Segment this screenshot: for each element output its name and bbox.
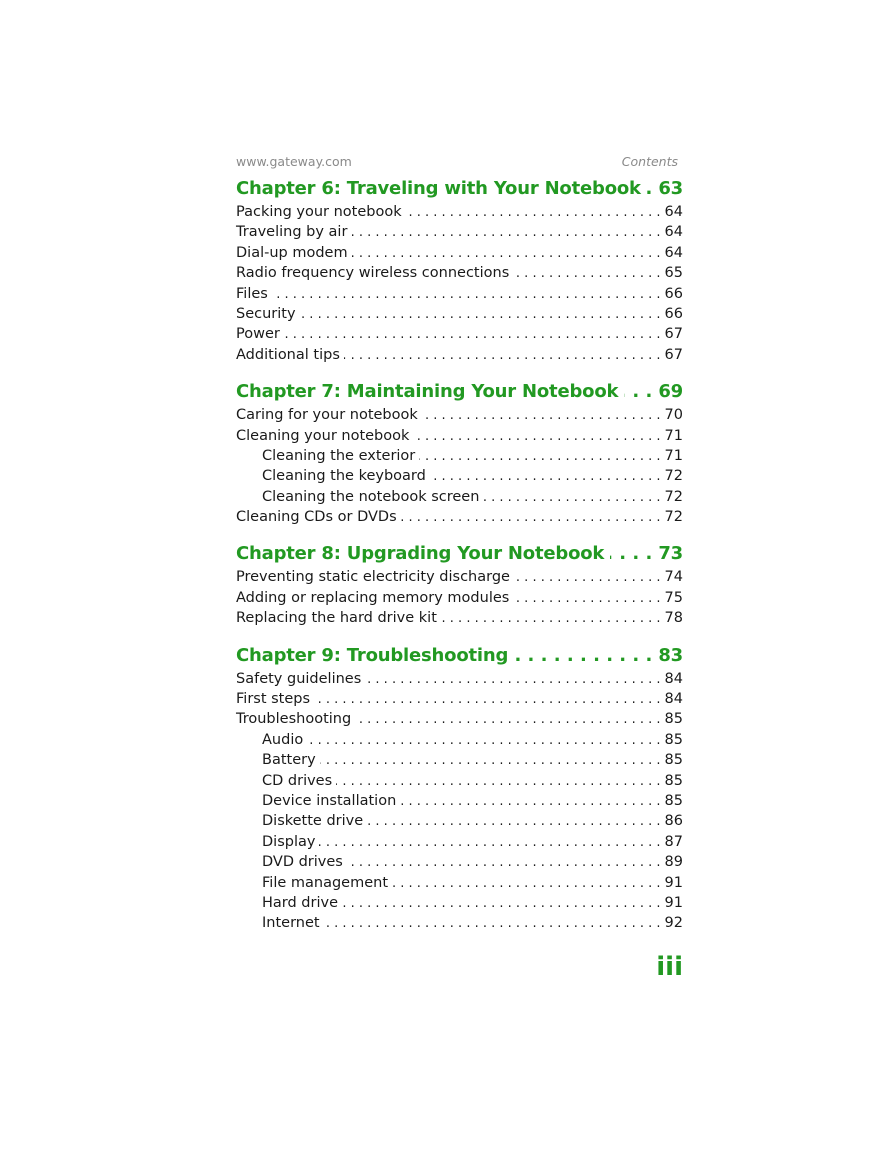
toc-subentry[interactable] [236, 875, 683, 895]
toc-subentry[interactable] [236, 448, 683, 468]
entry-page-number: 72 [664, 509, 683, 526]
chapter-9 [236, 645, 683, 936]
toc-subentry[interactable] [236, 468, 683, 488]
toc-entry[interactable] [236, 286, 683, 306]
entry-title: Power [236, 326, 280, 343]
entry-title: First steps [236, 691, 311, 708]
entry-page-number: 71 [664, 447, 683, 464]
entry-page-number: 64 [664, 204, 683, 220]
dot-leader [514, 570, 661, 585]
dot-leader [342, 896, 661, 911]
chapter-title: Chapter 8: Upgrading Your Notebook [236, 543, 605, 565]
entry-page-number: 66 [664, 285, 683, 302]
toc-subentry[interactable] [236, 915, 683, 935]
header-section-title: Contents [621, 154, 678, 169]
header-site-url: www.gateway.com [236, 154, 352, 169]
toc-entry[interactable] [236, 569, 683, 589]
toc-entry[interactable] [236, 407, 683, 427]
chapter-title: Chapter 7: Maintaining Your Notebook [236, 381, 619, 403]
dot-leader [392, 876, 661, 891]
entry-page-number: 85 [664, 792, 683, 809]
entry-title: Internet [262, 915, 320, 932]
dot-leader [351, 225, 660, 240]
toc-entry[interactable] [236, 671, 683, 691]
entry-page-number: 85 [664, 731, 683, 748]
entry-title: Cleaning CDs or DVDs [236, 509, 397, 526]
toc-entry[interactable] [236, 428, 683, 448]
entry-page-number: 67 [664, 346, 683, 363]
toc-entry[interactable] [236, 204, 683, 224]
entry-page-number: 74 [664, 569, 683, 586]
entry-page-number: 67 [664, 326, 683, 343]
toc-entry[interactable] [236, 610, 683, 630]
toc-entry[interactable] [236, 326, 683, 346]
toc-subentry[interactable] [236, 732, 683, 752]
toc-entry[interactable] [236, 711, 683, 731]
dot-leader [400, 794, 660, 809]
dot-leader [344, 348, 661, 363]
dot-leader [647, 178, 653, 199]
toc-entry[interactable] [236, 224, 683, 244]
dot-leader [347, 855, 661, 870]
entry-title: Cleaning your notebook [236, 427, 410, 444]
entry-page-number: 85 [664, 752, 683, 769]
entry-title: Diskette drive [262, 813, 364, 830]
dot-leader [430, 469, 661, 484]
chapter-heading[interactable] [236, 645, 683, 671]
running-header [236, 154, 678, 172]
dot-leader [610, 543, 652, 564]
entry-title: Additional tips [236, 346, 340, 363]
toc-subentry[interactable] [236, 895, 683, 915]
entry-title: Cleaning the exterior [262, 447, 416, 464]
toc-entry[interactable] [236, 347, 683, 367]
toc-entry[interactable] [236, 691, 683, 711]
entry-page-number: 75 [664, 589, 683, 606]
entry-page-number: 72 [664, 468, 683, 485]
entry-title: Troubleshooting [236, 711, 352, 728]
entry-title: Dial-up modem [236, 244, 348, 261]
entry-title: File management [262, 874, 389, 891]
dot-leader [300, 307, 661, 322]
chapter-page-number: 63 [658, 178, 683, 199]
entry-page-number: 92 [664, 915, 683, 932]
chapter-page-number: 83 [658, 644, 683, 666]
entry-page-number: 89 [664, 854, 683, 871]
chapter-8 [236, 543, 683, 630]
chapter-heading[interactable] [236, 381, 683, 407]
chapter-title: Chapter 9: Troubleshooting [236, 644, 509, 666]
toc-subentry[interactable] [236, 834, 683, 854]
entry-page-number: 66 [664, 305, 683, 322]
entry-title: DVD drives [262, 854, 343, 871]
chapter-7 [236, 381, 683, 529]
entry-page-number: 91 [664, 894, 683, 911]
dot-leader [367, 814, 660, 829]
dot-leader [284, 327, 661, 342]
toc-entry[interactable] [236, 245, 683, 265]
dot-leader [419, 449, 660, 464]
toc-subentry[interactable] [236, 773, 683, 793]
dot-leader [514, 645, 652, 666]
table-of-contents [236, 178, 683, 942]
dot-leader [483, 490, 660, 505]
entry-title: Cleaning the notebook screen [262, 488, 480, 505]
chapter-title: Chapter 6: Traveling with Your Notebook [236, 178, 641, 199]
dot-leader [406, 205, 661, 220]
entry-title: Battery [262, 752, 316, 769]
chapter-6 [236, 178, 683, 367]
chapter-page-number: 69 [658, 381, 683, 403]
toc-subentry[interactable] [236, 793, 683, 813]
dot-leader [401, 510, 661, 525]
dot-leader [422, 408, 661, 423]
toc-entry[interactable] [236, 265, 683, 285]
entry-title: Radio frequency wireless connections [236, 265, 510, 282]
entry-title: Cleaning the keyboard [262, 468, 426, 485]
dot-leader [441, 611, 661, 626]
dot-leader [319, 835, 660, 850]
entry-title: Audio [262, 731, 304, 748]
dot-leader [272, 287, 661, 302]
entry-title: Caring for your notebook [236, 407, 418, 424]
dot-leader [355, 712, 660, 727]
toc-entry[interactable] [236, 590, 683, 610]
entry-title: Security [236, 305, 296, 322]
entry-title: Traveling by air [236, 224, 348, 241]
entry-page-number: 87 [664, 833, 683, 850]
toc-subentry[interactable] [236, 752, 683, 772]
chapter-heading[interactable] [236, 543, 683, 569]
chapter-heading[interactable] [236, 178, 683, 204]
dot-leader [336, 774, 660, 789]
dot-leader [413, 429, 660, 444]
entry-page-number: 78 [664, 610, 683, 627]
toc-entry[interactable] [236, 509, 683, 529]
chapter-page-number: 73 [658, 543, 683, 565]
entry-page-number: 85 [664, 711, 683, 728]
entry-page-number: 71 [664, 427, 683, 444]
entry-page-number: 64 [664, 224, 683, 241]
entry-page-number: 84 [664, 691, 683, 708]
dot-leader [314, 692, 661, 707]
entry-title: Display [262, 833, 316, 850]
entry-title: Safety guidelines [236, 670, 362, 687]
page-number-footer: iii [656, 952, 683, 982]
entry-page-number: 65 [664, 265, 683, 282]
dot-leader [624, 381, 652, 402]
entry-title: Preventing static electricity discharge [236, 569, 510, 586]
entry-title: Files [236, 285, 268, 302]
entry-page-number: 85 [664, 772, 683, 789]
entry-title: Replacing the hard drive kit [236, 610, 437, 627]
entry-title: Hard drive [262, 894, 339, 911]
dot-leader [320, 753, 661, 768]
dot-leader [513, 591, 660, 606]
dot-leader [513, 266, 660, 281]
entry-page-number: 91 [664, 874, 683, 891]
dot-leader [352, 246, 661, 261]
toc-subentry[interactable] [236, 854, 683, 874]
entry-title: Device installation [262, 792, 397, 809]
entry-page-number: 64 [664, 244, 683, 261]
entry-title: Adding or replacing memory modules [236, 589, 510, 606]
toc-subentry[interactable] [236, 813, 683, 833]
dot-leader [365, 672, 660, 687]
entry-title: Packing your notebook [236, 204, 402, 220]
entry-page-number: 72 [664, 488, 683, 505]
entry-title: CD drives [262, 772, 333, 789]
entry-page-number: 84 [664, 670, 683, 687]
toc-entry[interactable] [236, 306, 683, 326]
toc-subentry[interactable] [236, 489, 683, 509]
dot-leader [307, 733, 660, 748]
entry-page-number: 70 [664, 407, 683, 424]
entry-page-number: 86 [664, 813, 683, 830]
dot-leader [324, 916, 661, 931]
